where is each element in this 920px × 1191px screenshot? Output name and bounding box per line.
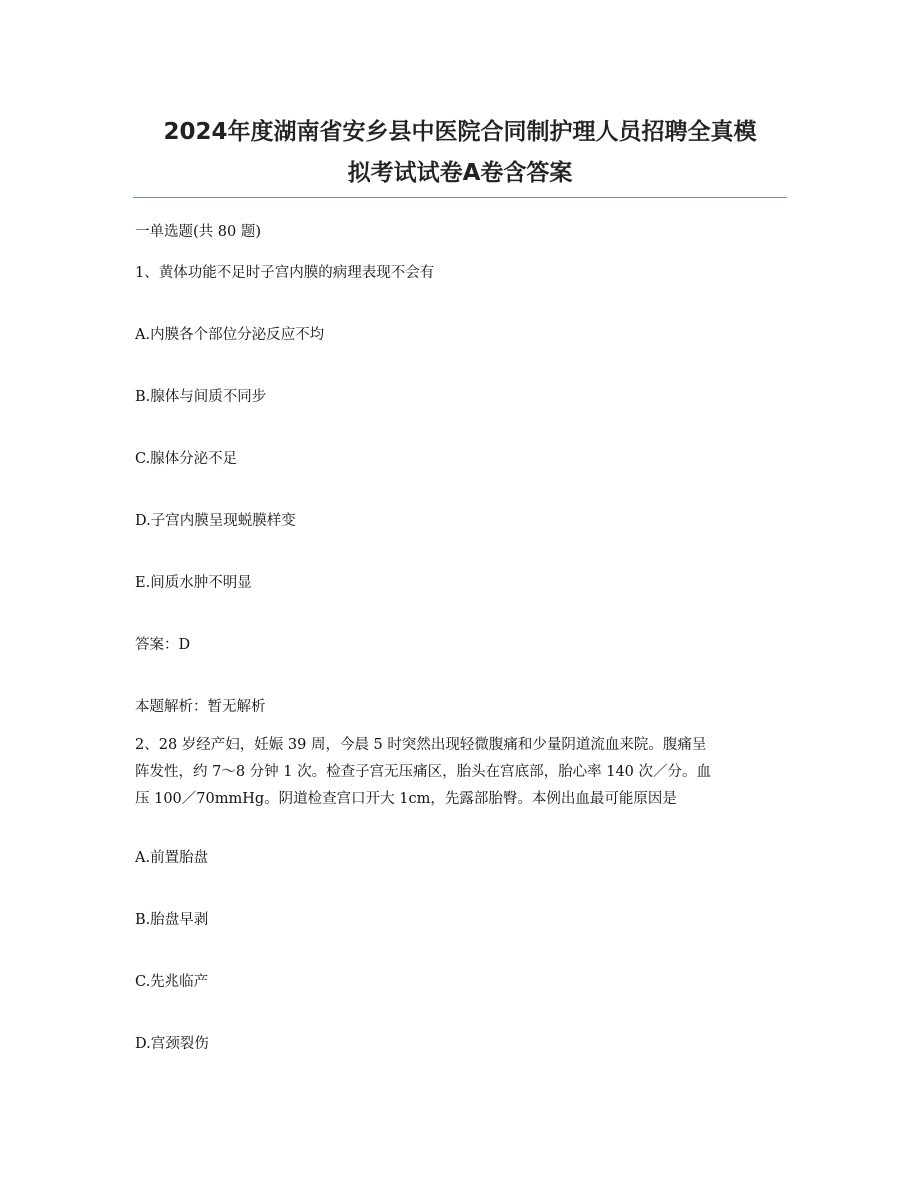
question-2-stem-line-1: 2、28 岁经产妇，妊娠 39 周，今晨 5 时突然出现轻微腹痛和少量阴道流血来院。腹痛呈 <box>135 737 707 753</box>
question-1-answer: 答案：D <box>135 637 191 653</box>
question-2-option-a: A.前置胎盘 <box>135 850 209 866</box>
document-title-line-1: 2024年度湖南省安乡县中医院合同制护理人员招聘全真模 <box>163 119 757 145</box>
question-1-analysis: 本题解析：暂无解析 <box>135 699 266 715</box>
document-title-line-2: 拟考试试卷A卷含答案 <box>347 160 573 186</box>
question-1-option-e: E.间质水肿不明显 <box>135 575 252 591</box>
question-2-option-d: D.宫颈裂伤 <box>135 1036 209 1052</box>
section-header: 一单选题(共 80 题) <box>135 224 261 240</box>
question-1-option-a: A.内膜各个部位分泌反应不均 <box>135 327 325 343</box>
question-1-option-b: B.腺体与间质不同步 <box>135 389 267 405</box>
question-1-stem: 1、黄体功能不足时子宫内膜的病理表现不会有 <box>135 265 435 281</box>
question-2-stem-line-3: 压 100／70mmHg。阴道检查宫口开大 1cm，先露部胎臀。本例出血最可能原因是 <box>135 791 677 807</box>
question-2-stem-line-2: 阵发性，约 7～8 分钟 1 次。检查子宫无压痛区，胎头在宫底部，胎心率 140 次／分。血 <box>135 764 712 780</box>
title-divider <box>133 197 787 198</box>
question-1-option-d: D.子宫内膜呈现蜕膜样变 <box>135 513 296 529</box>
question-1-option-c: C.腺体分泌不足 <box>135 451 238 467</box>
question-2-option-b: B.胎盘早剥 <box>135 912 209 928</box>
question-2-option-c: C.先兆临产 <box>135 974 209 990</box>
